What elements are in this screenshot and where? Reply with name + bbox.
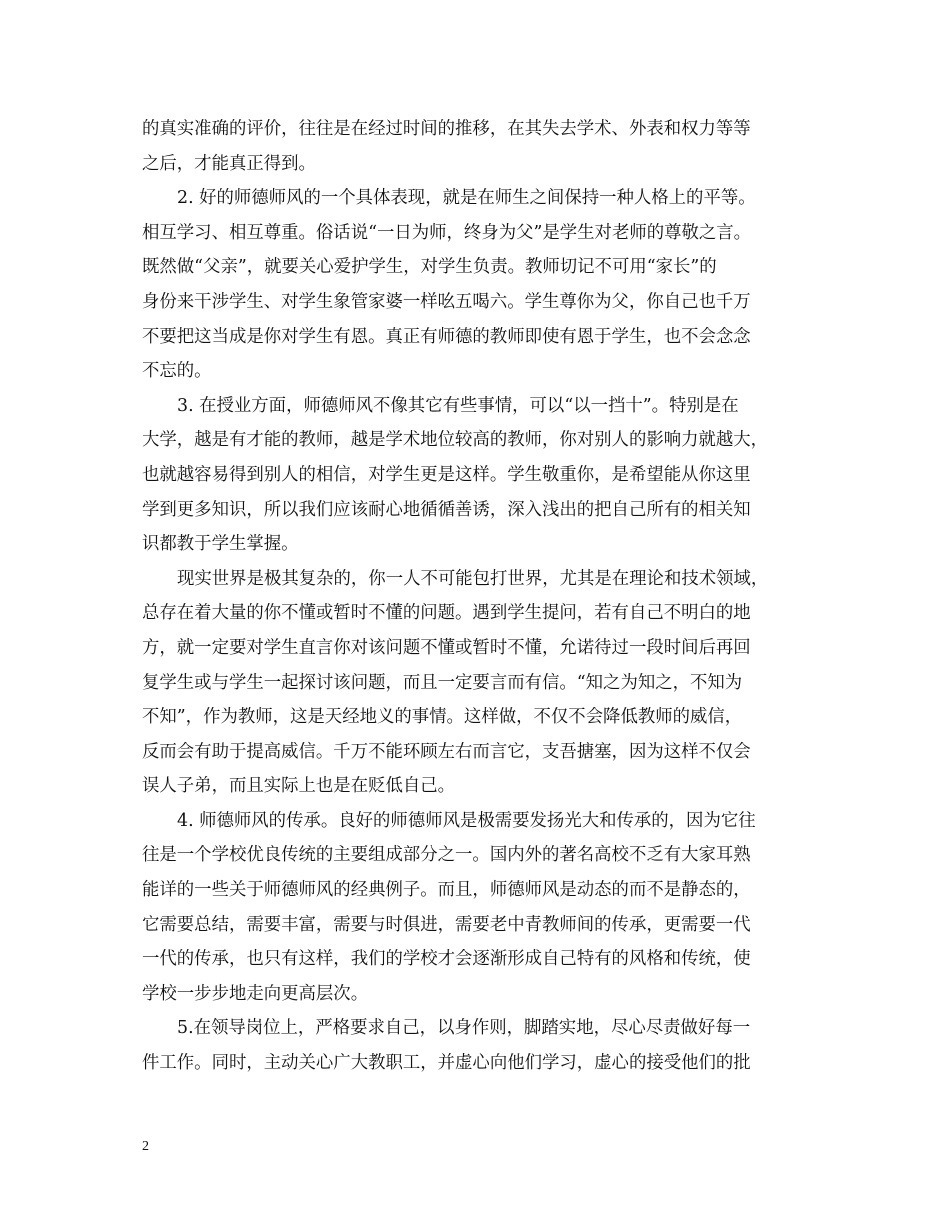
text-line: 3. 在授业方面，师德师风不像其它有些事情，可以“以一挡十”。特别是在 <box>177 395 739 416</box>
text-line: 2. 好的师德师风的一个具体表现，就是在师生之间保持一种人格上的平等。 <box>177 188 756 209</box>
text-line: 识都教于学生掌握。 <box>142 534 299 555</box>
text-line: 不知”，作为教师，这是天经地义的事情。这样做，不仅不会降低教师的威信， <box>142 707 743 728</box>
text-line: 既然做“父亲”，就要关心爱护学生，对学生负责。教师切记不可用“家长”的 <box>142 257 717 278</box>
text-line: 相互学习、相互尊重。俗话说“一日为师，终身为父”是学生对老师的尊敬之言。 <box>142 222 752 243</box>
page-number: 2 <box>142 1139 149 1154</box>
text-line: 5.在领导岗位上，严格要求自己，以身作则，脚踏实地，尽心尽责做好每一 <box>177 1018 751 1039</box>
text-line: 4. 师德师风的传承。良好的师德师风是极需要发扬光大和传承的，因为它往 <box>177 810 756 831</box>
text-line: 身份来干涉学生、对学生象管家婆一样吆五喝六。学生尊你为父，你自己也千万 <box>142 291 751 312</box>
text-line: 现实世界是极其复杂的，你一人不可能包打世界，尤其是在理论和技术领域， <box>177 568 769 589</box>
text-line: 的真实准确的评价，往往是在经过时间的推移，在其失去学术、外表和权力等等 <box>142 119 751 139</box>
text-line: 误人子弟，而且实际上也是在贬低自己。 <box>142 776 456 797</box>
text-line: 复学生或与学生一起探讨该问题，而且一定要言而有信。“知之为知之，不知为 <box>142 672 743 693</box>
text-line: 也就越容易得到别人的相信，对学生更是这样。学生敬重你，是希望能从你这里 <box>142 464 751 485</box>
text-line: 总存在着大量的你不懂或暂时不懂的问题。遇到学生提问，若有自己不明白的地 <box>142 603 751 624</box>
text-line: 能详的一些关于师德师风的经典例子。而且，师德师风是动态的而不是静态的， <box>142 880 751 901</box>
text-line: 学校一步步地走向更高层次。 <box>142 983 369 1004</box>
text-line: 件工作。同时，主动关心广大教职工，并虚心向他们学习，虚心的接受他们的批 <box>142 1053 751 1074</box>
text-line: 它需要总结，需要丰富，需要与时俱进，需要老中青教师间的传承，更需要一代 <box>142 914 751 935</box>
text-line: 方，就一定要对学生直言你对该问题不懂或暂时不懂，允诺待过一段时间后再回 <box>142 637 751 658</box>
text-line: 不要把这当成是你对学生有恩。真正有师德的教师即使有恩于学生，也不会念念 <box>142 326 751 347</box>
text-line: 不忘的。 <box>142 361 212 382</box>
text-line: 大学，越是有才能的教师，越是学术地位较高的教师，你对别人的影响力就越大， <box>142 430 769 451</box>
body-text <box>142 112 812 1081</box>
text-line: 往是一个学校优良传统的主要组成部分之一。国内外的著名高校不乏有大家耳熟 <box>142 845 751 866</box>
text-line: 反而会有助于提高威信。千万不能环顾左右而言它，支吾搪塞，因为这样不仅会 <box>142 741 751 762</box>
text-line: 一代的传承，也只有这样，我们的学校才会逐渐形成自己特有的风格和传统，使 <box>142 949 751 970</box>
text-line: 之后，才能真正得到。 <box>142 153 316 174</box>
text-line: 学到更多知识，所以我们应该耐心地循循善诱，深入浅出的把自己所有的相关知 <box>142 499 751 520</box>
